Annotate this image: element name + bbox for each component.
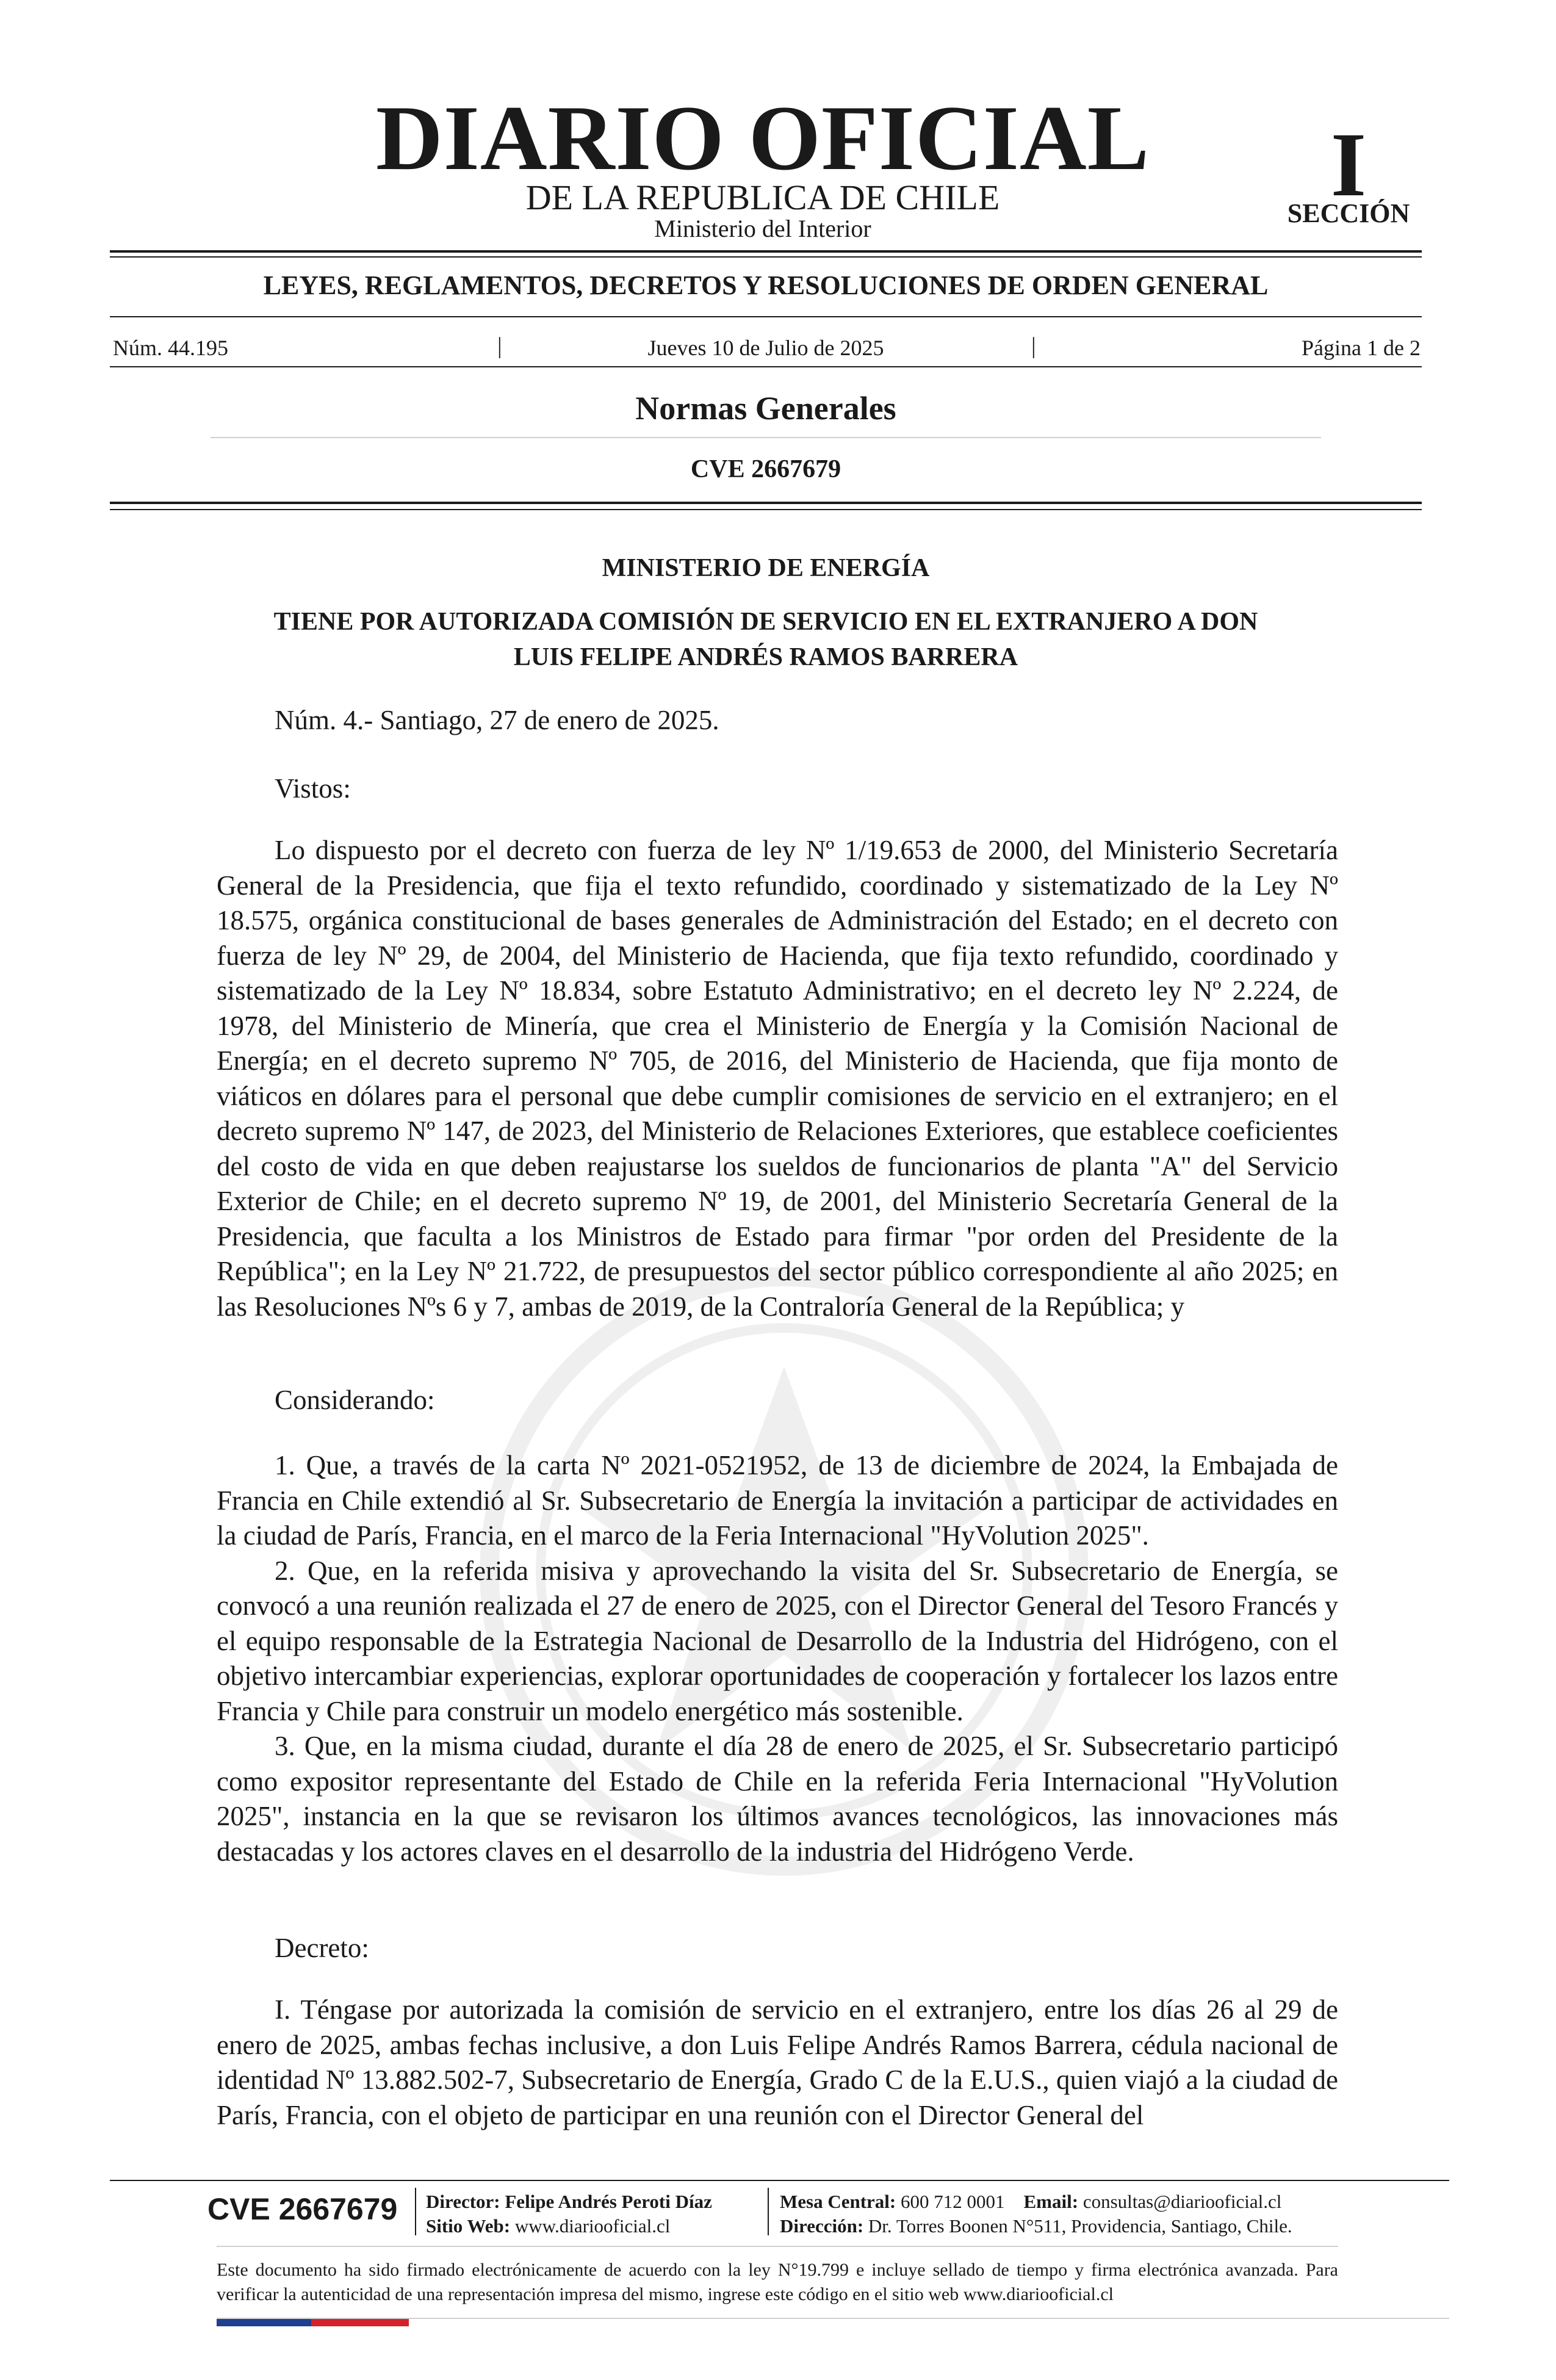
vistos-paragraph: Lo dispuesto por el decreto con fuerza de ley Nº 1/19.653 de 2000, del Ministerio Secretaría General de la Presidencia, que fija el texto refundido, coordinado y sistematizado de la Ley Nº 18.575, orgánica constitucional de bases generales de Administración del Estado; en el decreto con fuerza de ley Nº 29, de 2004, del Ministerio de Hacienda, que fija texto refundido, coordinado y sistematizado de la Ley Nº 18.834, sobre Estatuto Administrativo; en el decreto ley Nº 2.224, de 1978, del Ministerio de Minería, que crea el Ministerio de Energía y la Comisión Nacional de Energía; en el decreto supremo Nº 705, de 2016, del Ministerio de Hacienda, que fija monto de viáticos en dólares para el personal que debe cumplir comisiones de servicio en el extranjero; en el decreto supremo Nº 147, de 2023, del Ministerio de Relaciones Exteriores, que establece coeficientes del costo de vida en que deben reajustarse los sueldos de funcionarios de planta "A" del Servicio Exterior de Chile; en el decreto supremo Nº 19, de 2001, del Ministerio Secretaría General de la Presidencia, que faculta a los Ministros de Estado para firmar "por orden del Presidente de la República"; en la Ley Nº 21.722, de presupuestos del sector público correspondiente al año 2025; en las Resoluciones Nºs 6 y 7, ambas de 2019, de la Contraloría General de la República; y: [217, 835, 1338, 1322]
issue-separator-left: |: [497, 333, 502, 359]
decreto-paragraph: I. Téngase por autorizada la comisión de servicio en el extranjero, entre los días 26 al 29 de enero de 2025, ambas fechas inclusive, a don Luis Felipe Andrés Ramos Barrera, cédula nacional de identidad Nº 13.882.502-7, Subsecretario de Energía, Grado C de la E.U.S., quien viajó a la ciudad de París, Francia, con el objeto de participar en una reunión con el Director General del: [217, 1994, 1338, 2130]
considerando-item: 2. Que, en la referida misiva y aprovechando la visita del Sr. Subsecretario de Energía, se convocó a una reunión realizada el 27 de enero de 2025, con el Director General del Tesoro Francés y el equipo responsable de la Estrategia Nacional de Desarrollo de la Industria del Hidrógeno, con el objetivo intercambiar experiencias, explorar oportunidades de cooperación y fortalecer los lazos entre Francia y Chile para construir un modelo energético más sostenible.: [217, 1555, 1338, 1726]
footer-rule-top: [110, 2180, 1449, 2181]
footer-director-value: Felipe Andrés Peroti Díaz: [505, 2191, 712, 2212]
issue-number: Núm. 44.195: [113, 336, 228, 360]
considerando-item: 1. Que, a través de la carta Nº 2021-0521952, de 13 de diciembre de 2024, la Embajada de Francia en Chile extendió al Sr. Subsecretario de Energía la invitación a participar de actividades en la ciudad de París, Francia, en el marco de la Feria Internacional "HyVolution 2025".: [217, 1450, 1338, 1551]
footer-web-label: Sitio Web:: [426, 2215, 511, 2237]
issue-date: Jueves 10 de Julio de 2025: [647, 336, 884, 360]
section-title-underline: [211, 437, 1321, 438]
category-heading: LEYES, REGLAMENTOS, DECRETOS Y RESOLUCIONES DE ORDEN GENERAL: [263, 270, 1269, 300]
footer-mesa-label: Mesa Central:: [780, 2191, 896, 2212]
header-rule-top-thin: [110, 256, 1422, 258]
footer-email-link[interactable]: consultas@diariooficial.cl: [1082, 2191, 1282, 2212]
cve-header: CVE 2667679: [690, 455, 841, 483]
flag-stripe-red: [311, 2319, 409, 2326]
section-label: SECCIÓN: [1287, 198, 1410, 228]
footer-divider-1: [415, 2188, 416, 2235]
cve-rule-bottom: [110, 509, 1422, 510]
header-rule-lower: [110, 366, 1422, 367]
footer-director-block: [426, 2190, 712, 2238]
decree-number-line: Núm. 4.- Santiago, 27 de enero de 2025.: [275, 705, 719, 735]
footer-email-label: Email:: [1023, 2191, 1079, 2212]
section-number: I: [1330, 114, 1367, 215]
footer-address-label: Dirección:: [780, 2215, 864, 2237]
masthead-title: DIARIO OFICIAL: [375, 87, 1150, 189]
header-rule-middle: [110, 316, 1422, 317]
masthead-ministry: Ministerio del Interior: [654, 215, 871, 242]
footer-rule-middle: [217, 2246, 1338, 2247]
footer-director: [426, 2190, 712, 2214]
footer-director-label: Director:: [426, 2191, 500, 2212]
footer-web: [426, 2214, 712, 2238]
section-title: Normas Generales: [635, 390, 896, 427]
decreto-label: Decreto:: [275, 1933, 369, 1963]
considerando-item: 3. Que, en la misma ciudad, durante el día 28 de enero de 2025, el Sr. Subsecretario participó como expositor representante del Estado de Chile en la referida Feria Internacional "HyVolution 2025", instancia en la que se revisaron los últimos avances tecnológicos, las innovaciones más destacadas y los actores claves en el desarrollo de la industria del Hidrógeno Verde.: [217, 1731, 1338, 1867]
footer-web-link[interactable]: www.diariooficial.cl: [514, 2215, 671, 2237]
footer-contact-line: [780, 2190, 1292, 2214]
considerando-label: Considerando:: [275, 1385, 435, 1415]
flag-stripe-blue: [217, 2319, 311, 2326]
document-title: [183, 604, 1349, 675]
document-title-line2: LUIS FELIPE ANDRÉS RAMOS BARRERA: [513, 643, 1018, 671]
vistos-text: [217, 833, 1338, 1324]
considerando-text: [217, 1448, 1338, 1869]
footer-address: [780, 2214, 1292, 2238]
footer-divider-2: [768, 2188, 769, 2235]
document-title-line1: TIENE POR AUTORIZADA COMISIÓN DE SERVICIO EN EL EXTRANJERO A DON: [273, 608, 1258, 636]
masthead-subtitle: DE LA REPUBLICA DE CHILE: [525, 178, 1000, 217]
footer-mesa-value: 600 712 0001: [901, 2191, 1005, 2212]
issue-page: Página 1 de 2: [1302, 336, 1421, 360]
header-rule-top: [110, 250, 1422, 253]
document-ministry: MINISTERIO DE ENERGÍA: [602, 554, 930, 582]
cve-rule-top: [110, 502, 1422, 504]
footer-contact-block: [780, 2190, 1292, 2238]
decreto-text: [217, 1992, 1338, 2133]
issue-separator-right: |: [1031, 333, 1036, 359]
footer-cve: CVE 2667679: [207, 2192, 398, 2226]
vistos-label: Vistos:: [275, 773, 351, 804]
footer-address-value: Dr. Torres Boonen N°511, Providencia, Santiago, Chile.: [868, 2215, 1292, 2237]
footer-signature-note: Este documento ha sido firmado electrónicamente de acuerdo con la ley N°19.799 e incluye sellado de tiempo y firma electrónica avanzada. Para verificar la autenticidad de una representación impresa del mismo, ingrese este código en el sitio web www.diariooficial.cl: [217, 2260, 1338, 2304]
